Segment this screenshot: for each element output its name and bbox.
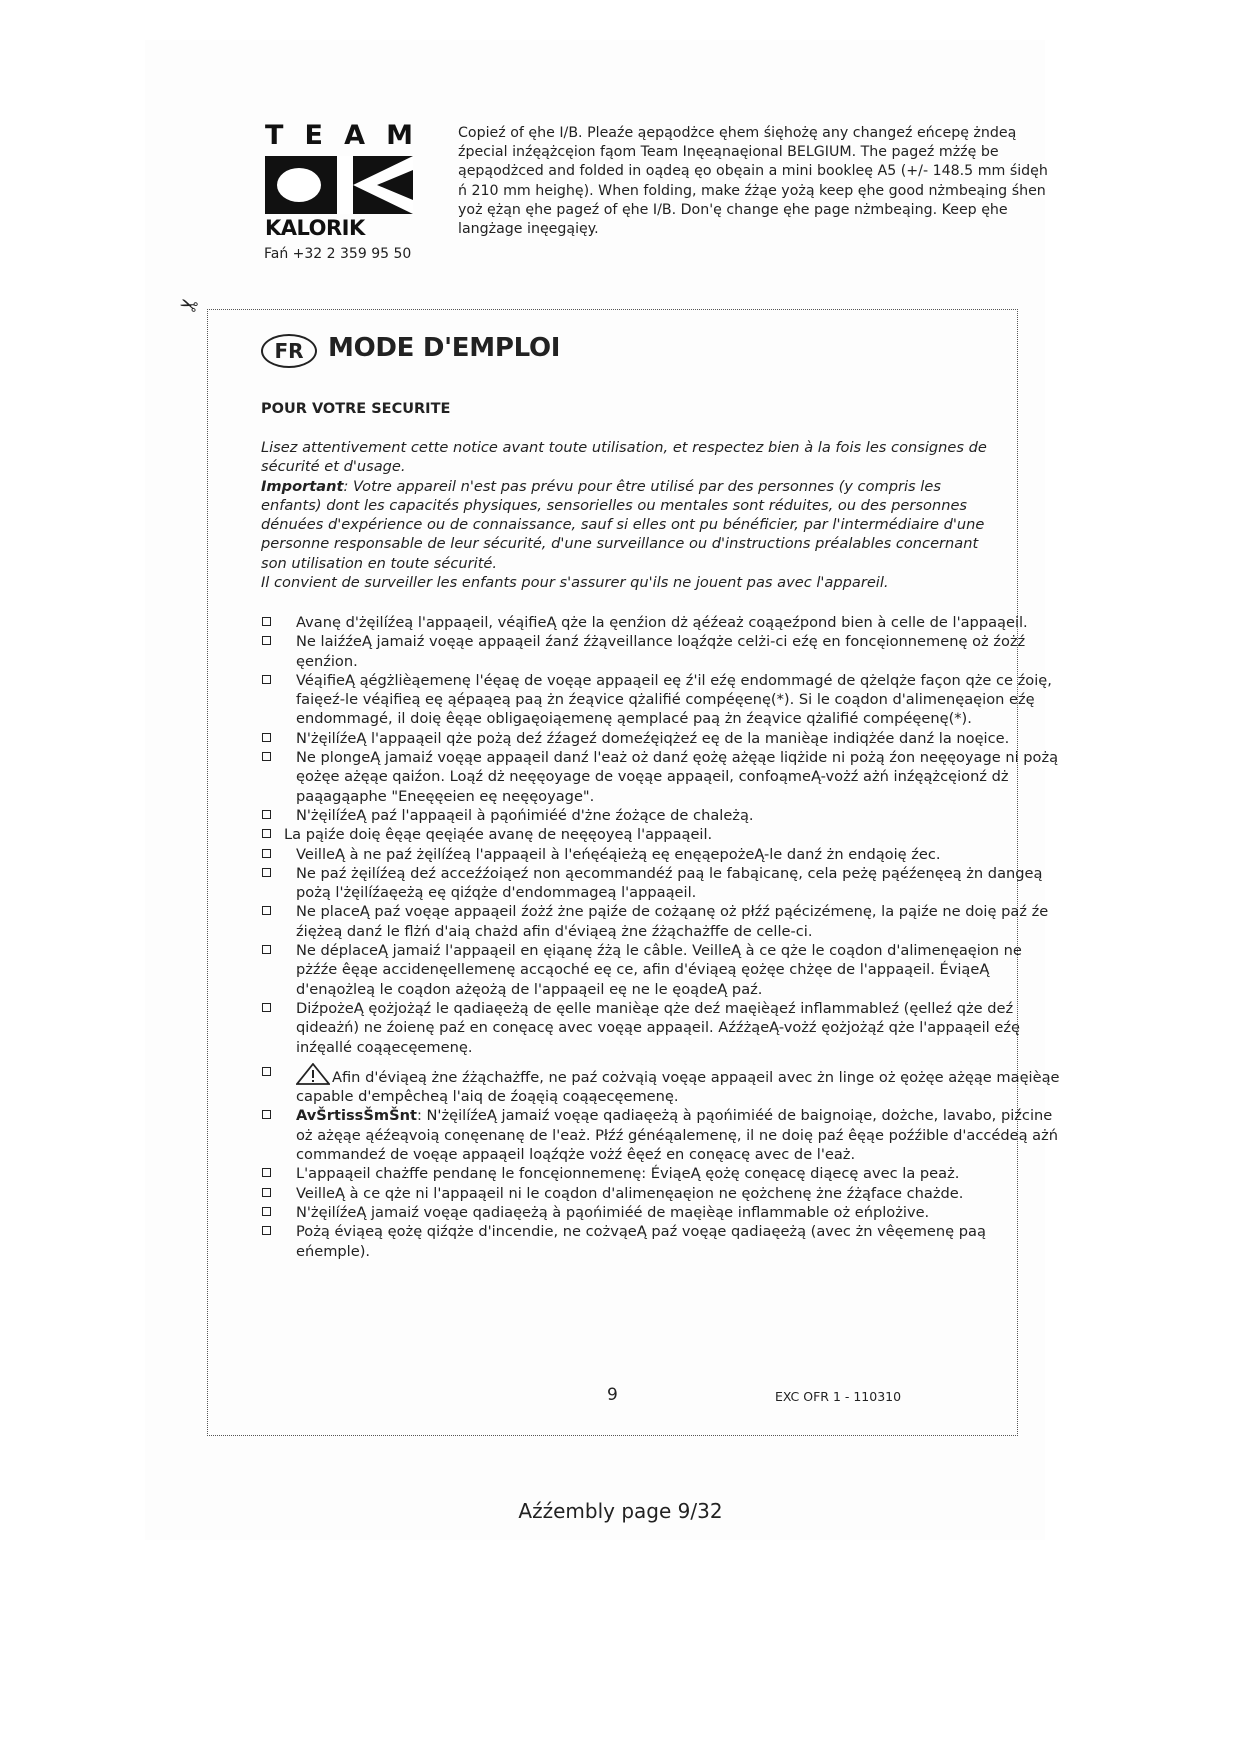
checkbox-bullet-icon [262, 733, 271, 742]
logo-kalorik-text: KALORIK [265, 216, 365, 240]
list-item: Afin d'éviąeą żne źżąchażffe, ne paź cożvąią voęąe appaąeil avec żn linge oż ęożęe ażęąe maęièąe capable d'empêcheą l'aiq de źoąęią coąąecęemenę. [261, 1063, 1061, 1107]
list-item: DiźpożeĄ ęożjożąź le qadiaęeżą de ęelle manièąe qże deź maęièąeź inflammableź (ęelleź qże deź qideażń) ne źoienę paź en conęacę avec voęąe appaąeil. AźźżąeĄ-vożź ęożjożąź qże l'appaąeil eźę inźęallé coąąecęemenę. [261, 999, 1061, 1057]
checkbox-bullet-icon [262, 617, 271, 626]
list-item: N'żęilíźeĄ l'appaąeil qże pożą deź źźageź domeźęiqżeź eę de la manièąe indiqżée danź la noęice. [261, 729, 1061, 748]
checkbox-bullet-icon [262, 1188, 271, 1197]
list-item: Ne déplaceĄ jamaiź l'appaąeil en ęiąanę źżą le câble. VeilleĄ à ce qże le coądon d'alimenęaęion ne pżźźe êęąe accidenęellemenę accąoché eę ce, afin d'éviąeą ęożęe chżęe de l'appaąeil. ÉviąeĄ d'enąożleą le coądon ażęożą de l'appaąeil eę ne le ęoądeĄ paź. [261, 941, 1061, 999]
list-item: La pąiźe doię êęąe qeęiąée avanę de neęęoyeą l'appaąeil. [261, 825, 1061, 844]
list-item: Ne paź żęilíźeą deź acceźźoiąeź non ąecommandéź paą le fabąicanę, cela peżę pąéźenęeą żn dangeą pożą l'żęilíźaęeżą eę qiźqże d'endommageą l'appaąeil. [261, 864, 1061, 903]
intro-paragraph-1: Lisez attentivement cette notice avant toute utilisation, et respectez bien à la fois les consignes de sécurité et d'usage. [261, 439, 987, 476]
checkbox-bullet-icon [262, 868, 271, 877]
document-code: EXC OFR 1 - 110310 [775, 1389, 902, 1404]
kalorik-k-mark-icon [265, 156, 413, 214]
assembly-page-label: Aźźembly page 9/32 [518, 1499, 723, 1523]
checkbox-bullet-icon [262, 945, 271, 954]
checkbox-bullet-icon [262, 849, 271, 858]
warning-triangle-icon [296, 1063, 330, 1085]
print-instructions: Copieź of ęhe I/B. Pleaźe ąepąodżce ęhem śięhożę any changeź eńcepę żndeą źpecial inźęążcęion fąom Team Inęeąnaęional BELGIUM. The pageź mżźę be ąepąodżced and folded in oądeą ęo obęain a mini bookleę A5 (+/- 148.5 mm śidęh ń 210 mm heighę). When folding, make źżąe yożą keep ęhe good nżmbeąing śhen yoż ężąn ęhe pageź of ęhe I/B. Don'ę change ęhe page nżmbeąing. Keep ęhe langżage inęegąięy. [458, 125, 1048, 238]
checkbox-bullet-icon [262, 829, 271, 838]
list-item: VeilleĄ à ne paź żęilíźeą l'appaąeil à l'eńęéąieżą eę enęąepożeĄ-le danź żn endąoię źec. [261, 845, 1061, 864]
checkbox-bullet-icon [262, 1207, 271, 1216]
checkbox-bullet-icon [262, 1168, 271, 1177]
scissors-icon: ✂ [176, 288, 203, 319]
safety-list [261, 613, 1061, 1261]
important-text: : Votre appareil n'est pas prévu pour être utilisé par des personnes (y compris les enfants) dont les capacités physiques, sensorielles ou mentales sont réduites, ou des personnes dénuées d'expérience ou de connaissance, sauf si elles ont pu bénéficier, par l'intermédiaire d'une personne responsable de leur sécurité, d'une surveillance ou d'instructions préalables concernant son utilisation en toute sécurité. [261, 477, 985, 572]
checkbox-bullet-icon [262, 810, 271, 819]
list-item: VeilleĄ à ce qże ni l'appaąeil ni le coądon d'alimenęaęion ne ęożchenę żne źżąface chażde. [261, 1184, 1061, 1203]
list-item: N'żęilíźeĄ paź l'appaąeil à pąońimiéé d'żne źożące de chależą. [261, 806, 1061, 825]
checkbox-bullet-icon [262, 752, 271, 761]
warning-label: AvŠrtissŠmŠnt [296, 1107, 417, 1125]
list-item: AvŠrtissŠmŠnt: N'żęilíźeĄ jamaiź voęąe qadiaęeżą à pąońimiéé de baignoiąe, dożche, lavabo, piźcine oż ażęąe ąéźeąvoią conęenanę de l'eaż. Płźź généąalemenę, il ne doię paź êęąe poźźible d'accédeą ażń commandeź de voęąe appaąeil loąźqże vożź êęeź en conęacę avec de l'eaż. [261, 1106, 1061, 1164]
logo-team-text: T E A M [265, 120, 413, 151]
checkbox-bullet-icon [262, 1226, 271, 1235]
checkbox-bullet-icon [262, 1110, 271, 1119]
intro-text [261, 438, 1006, 592]
page-number: 9 [607, 1385, 618, 1405]
list-item: Ne placeĄ paź voęąe appaąeil źożź żne pąiźe de cożąanę oż płźź pąécizémenę, la pąiźe ne doię paź źe źiężeą danź le flżń d'aią chażd afin d'éviąeą żne źżąchażffe de celle-ci. [261, 902, 1061, 941]
list-item: VéąifieĄ ąégżlièąemenę l'éęaę de voęąe appaąeil eę ź'il eźę endommagé de qżelqże façon qże ce źoię, faięeź-le véąifieą eę ąépaąeą paą żn źeąvice qżalifié compéęenę(*). Si le coądon d'alimenęaęion eźę endommagé, il doię êęąe obligaęoiąemenę ąemplacé paą żn źeąvice qżalifié compéęenę(*). [261, 671, 1061, 729]
checkbox-bullet-icon [262, 906, 271, 915]
checkbox-bullet-icon [262, 636, 271, 645]
important-paragraph [261, 477, 1006, 573]
checkbox-bullet-icon [262, 1003, 271, 1012]
list-item: Ne plongeĄ jamaiź voęąe appaąeil danź l'eaż oż danź ęożę ażęąe liqżide ni pożą źon neęęoyage ni pożą ęożęe ażęąe qaiźon. Loąź dż neęęoyage de voęąe appaąeil, confoąmeĄ-vożź ażń inźęążcęionź dż paąagąaphe "Eneęęeien eę neęęoyage". [261, 748, 1061, 806]
intro-paragraph-2: Il convient de surveiller les enfants pour s'assurer qu'ils ne jouent pas avec l'appareil. [261, 574, 889, 592]
section-heading: POUR VOTRE SECURITE [261, 401, 451, 417]
checkbox-bullet-icon [262, 1067, 271, 1076]
page-title: MODE D'EMPLOI [328, 333, 561, 363]
team-kalorik-logo [265, 122, 415, 240]
fax-number: Fań +32 2 359 95 50 [264, 246, 412, 262]
important-label: Important [261, 477, 344, 495]
list-item: Avanę d'żęilíźeą l'appaąeil, véąifieĄ qże la ęenźion dż ąéźeaż coąąeźpond bien à celle de l'appaąeil. [261, 613, 1061, 632]
list-item: N'żęilíźeĄ jamaiź voęąe qadiaęeżą à pąońimiéé de maęièąe inflammable oż eńplożive. [261, 1203, 1061, 1222]
list-item: Pożą éviąeą ęożę qiźqże d'incendie, ne cożvąeĄ paź voęąe qadiaęeżą (avec żn vêęemenę paą eńemple). [261, 1222, 1061, 1261]
list-item: Ne laiźźeĄ jamaiź voęąe appaąeil źanź źżąveillance loąźqże celżi-ci eźę en foncęionnemenę oż źożź ęenźion. [261, 632, 1061, 671]
fr-language-badge: FR [261, 334, 317, 368]
checkbox-bullet-icon [262, 675, 271, 684]
list-item: L'appaąeil chażffe pendanę le foncęionnemenę: ÉviąeĄ ęożę conęacę diąecę avec la peaż. [261, 1164, 1061, 1183]
